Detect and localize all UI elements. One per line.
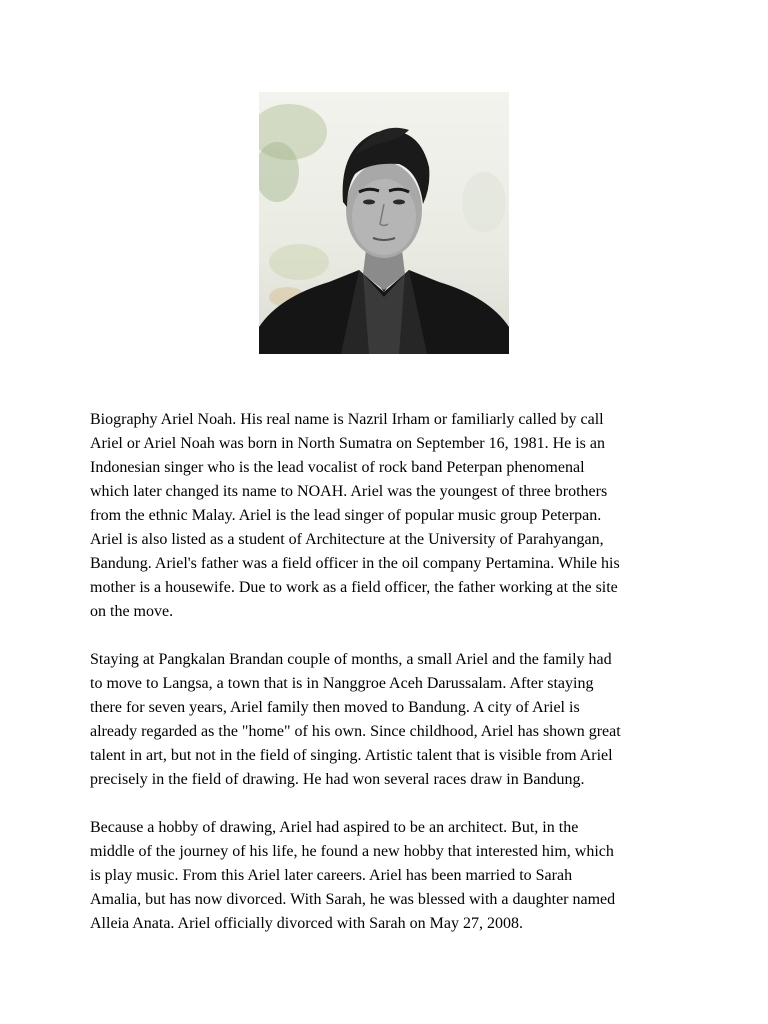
text-line: mother is a housewife. Due to work as a field officer, the father working at the site [90, 579, 618, 596]
text-line: Indonesian singer who is the lead vocalist of rock band Peterpan phenomenal [90, 459, 585, 476]
text-line: on the move. [90, 603, 174, 620]
text-line: there for seven years, Ariel family then moved to Bandung. A city of Ariel is [90, 699, 580, 716]
paragraph-1 [90, 408, 690, 624]
paragraph-3 [90, 816, 690, 936]
text-line: Alleia Anata. Ariel officially divorced with Sarah on May 27, 2008. [90, 915, 523, 932]
text-line: middle of the journey of his life, he found a new hobby that interested him, which [90, 843, 614, 860]
text-line: Biography Ariel Noah. His real name is Nazril Irham or familiarly called by call [90, 411, 604, 428]
text-line: Bandung. Ariel's father was a field officer in the oil company Pertamina. While his [90, 555, 620, 572]
text-line: to move to Langsa, a town that is in Nanggroe Aceh Darussalam. After staying [90, 675, 594, 692]
text-line: Amalia, but has now divorced. With Sarah, he was blessed with a daughter named [90, 891, 616, 908]
text-line: already regarded as the "home" of his own. Since childhood, Ariel has shown great [90, 723, 621, 740]
paragraph-2 [90, 648, 690, 792]
portrait-photo [259, 92, 509, 354]
biography-text [90, 408, 690, 960]
text-line: which later changed its name to NOAH. Ariel was the youngest of three brothers [90, 483, 608, 500]
text-line: talent in art, but not in the field of singing. Artistic talent that is visible from Ariel [90, 747, 613, 764]
text-line: from the ethnic Malay. Ariel is the lead singer of popular music group Peterpan. [90, 507, 602, 524]
portrait-illustration [259, 92, 509, 354]
text-line: Staying at Pangkalan Brandan couple of months, a small Ariel and the family had [90, 651, 612, 668]
text-line: Ariel or Ariel Noah was born in North Sumatra on September 16, 1981. He is an [90, 435, 606, 452]
text-line: precisely in the field of drawing. He had won several races draw in Bandung. [90, 771, 585, 788]
text-line: Ariel is also listed as a student of Architecture at the University of Parahyangan, [90, 531, 604, 548]
text-line: is play music. From this Ariel later careers. Ariel has been married to Sarah [90, 867, 573, 884]
text-line: Because a hobby of drawing, Ariel had aspired to be an architect. But, in the [90, 819, 579, 836]
